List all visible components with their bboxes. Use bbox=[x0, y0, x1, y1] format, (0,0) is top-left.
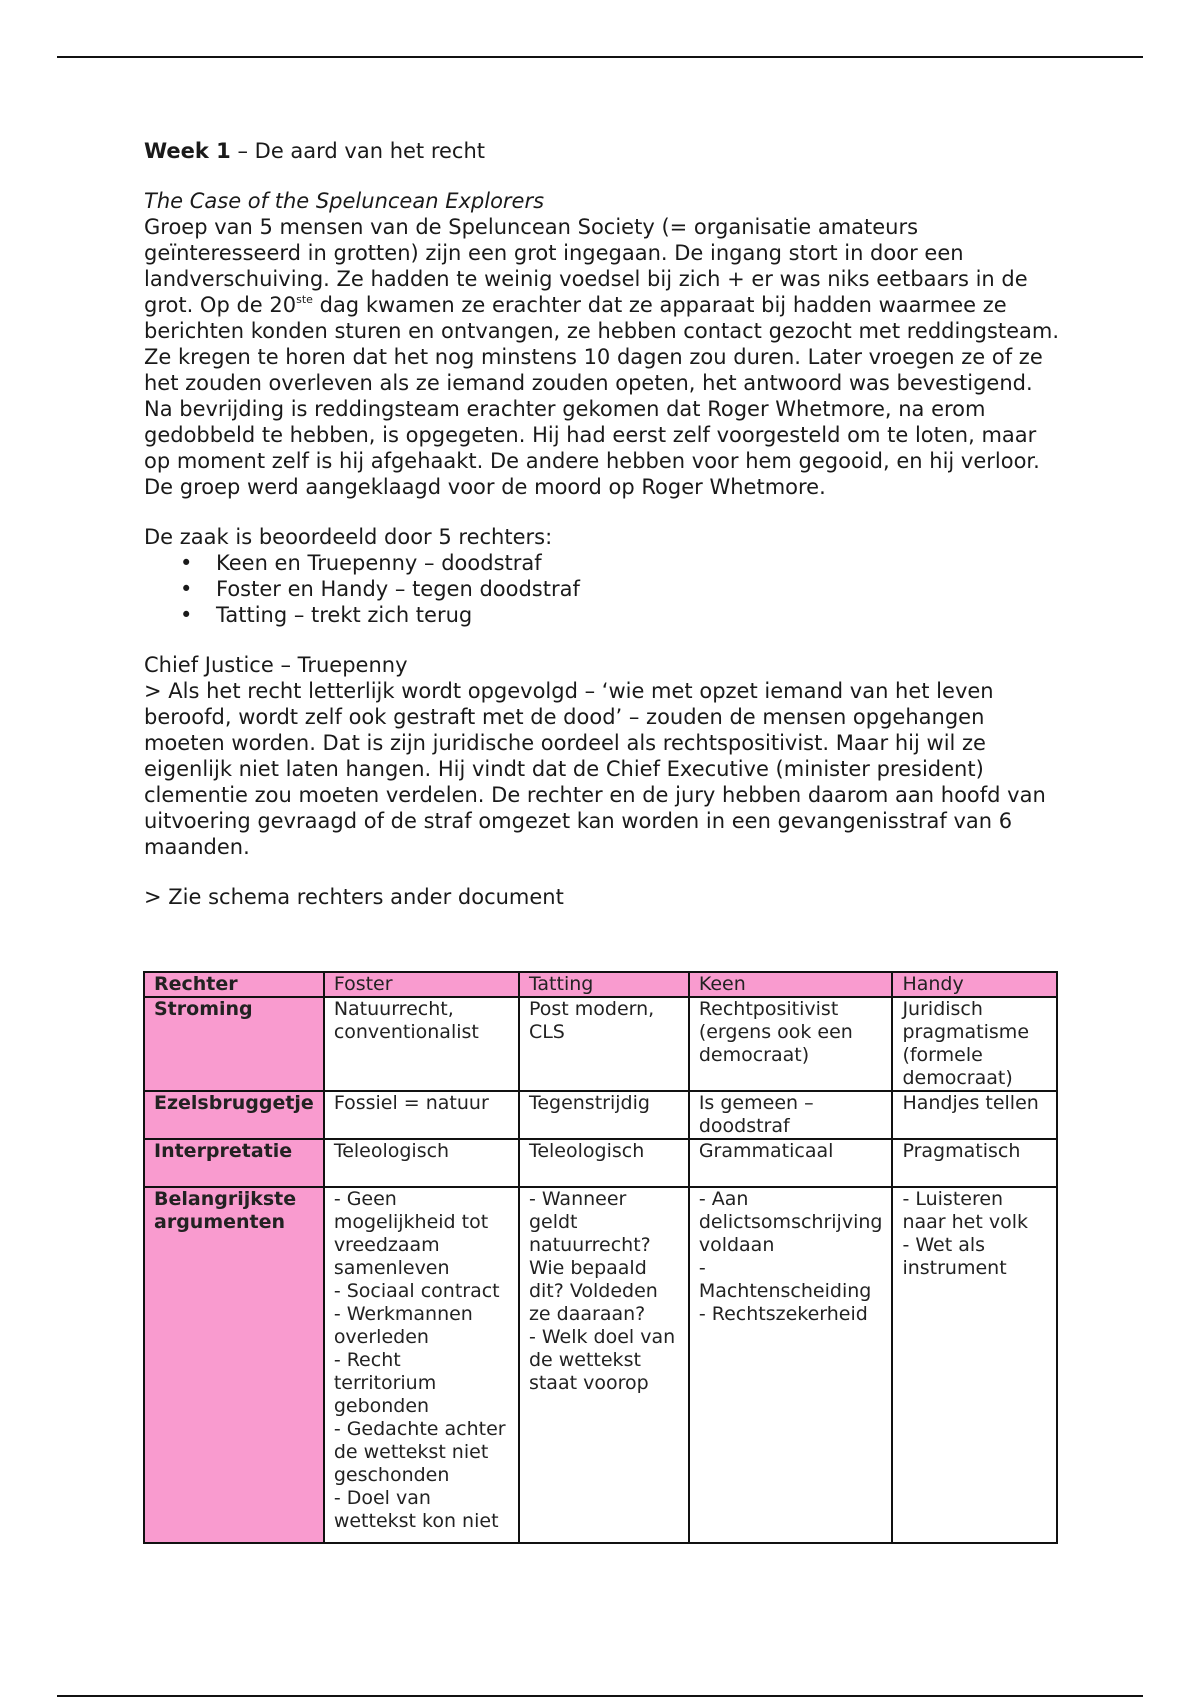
table-cell bbox=[324, 1187, 519, 1543]
row-label: Interpretatie bbox=[144, 1139, 324, 1187]
row-label: Ezelsbruggetje bbox=[144, 1091, 324, 1139]
table-cell: Rechtpositivist (ergens ook een democraat) bbox=[689, 997, 893, 1091]
table-cell: Tegenstrijdig bbox=[519, 1091, 689, 1139]
table-cell: Fossiel = natuur bbox=[324, 1091, 519, 1139]
table-cell bbox=[519, 1187, 689, 1543]
table-cell bbox=[892, 1187, 1057, 1543]
argument-line: - Welk doel van de wettekst staat voorop bbox=[528, 1326, 676, 1394]
week-title: – De aard van het recht bbox=[230, 139, 486, 163]
case-title: The Case of the Speluncean Explorers bbox=[144, 189, 545, 213]
week-label: Week 1 bbox=[144, 139, 231, 163]
argument-line: - Wet als instrument bbox=[902, 1234, 1007, 1279]
argument-line: - Luisteren naar het volk bbox=[902, 1188, 1029, 1233]
table-cell: Handjes tellen bbox=[892, 1091, 1057, 1139]
document-body bbox=[144, 138, 1064, 910]
table-cell: Post modern, CLS bbox=[519, 997, 689, 1091]
header-cell: Handy bbox=[892, 972, 1057, 997]
judges-intro: De zaak is beoordeeld door 5 rechters: bbox=[144, 525, 553, 549]
argument-line: - Sociaal contract bbox=[333, 1280, 500, 1302]
list-item: • Tatting – trekt zich terug bbox=[144, 602, 1064, 628]
chief-justice-title: Chief Justice – Truepenny bbox=[144, 653, 408, 677]
table-cell: Is gemeen – doodstraf bbox=[689, 1091, 893, 1139]
table-cell: Grammaticaal bbox=[689, 1139, 893, 1187]
argument-line: - Doel van wettekst kon niet bbox=[333, 1487, 499, 1532]
page-heading bbox=[144, 138, 1064, 164]
footer-rule bbox=[57, 1695, 1143, 1697]
list-item: • Foster en Handy – tegen doodstraf bbox=[144, 576, 1064, 602]
judges-list bbox=[144, 550, 1064, 628]
list-item: • Keen en Truepenny – doodstraf bbox=[144, 550, 1064, 576]
table-cell: Teleologisch bbox=[519, 1139, 689, 1187]
argument-line: - Machtenscheiding bbox=[698, 1257, 872, 1302]
table-row bbox=[144, 1091, 1057, 1139]
table-cell: Natuurrecht, conventionalist bbox=[324, 997, 519, 1091]
row-label: Belangrijkste argumenten bbox=[144, 1187, 324, 1543]
argument-line: - Werkmannen overleden bbox=[333, 1303, 473, 1348]
table-row bbox=[144, 997, 1057, 1091]
header-rule bbox=[57, 56, 1143, 58]
header-cell: Keen bbox=[689, 972, 893, 997]
argument-line: - Gedachte achter de wettekst niet geschonden bbox=[333, 1418, 506, 1486]
table-cell bbox=[689, 1187, 893, 1543]
see-schema-note: > Zie schema rechters ander document bbox=[144, 885, 564, 909]
header-cell: Foster bbox=[324, 972, 519, 997]
header-cell: Tatting bbox=[519, 972, 689, 997]
argument-line: - Wanneer geldt natuurrecht? Wie bepaald dit? Voldeden ze daaraan? bbox=[528, 1188, 658, 1325]
header-cell: Rechter bbox=[144, 972, 324, 997]
table-cell: Pragmatisch bbox=[892, 1139, 1057, 1187]
argument-line: - Aan delictsomschrijving voldaan bbox=[698, 1188, 883, 1256]
case-paragraph: Groep van 5 mensen van de Speluncean Society (= organisatie amateurs geïnteresseerd in grotten) zijn een grot ingegaan. De ingang stort in door een landverschuiving. Ze hadden te weinig voedsel bij zich + er was niks eetbaars in de grot. Op de 20ste dag kwamen ze erachter dat ze apparaat bij hadden waarmee ze berichten konden sturen en ontvangen, ze hebben contact gezocht met reddingsteam. Ze kregen te horen dat het nog minstens 10 dagen zou duren. Later vroegen ze of ze het zouden overleven als ze iemand zouden opeten, het antwoord was bevestigend. Na bevrijding is reddingsteam erachter gekomen dat Roger Whetmore, na erom gedobbeld te hebben, is opgegeten. Hij had eerst zelf voorgesteld om te loten, maar op moment zelf is hij afgehaakt. De andere hebben voor hem gegooid, en hij verloor. De groep werd aangeklaagd voor de moord op Roger Whetmore. bbox=[144, 215, 1060, 499]
table-cell: Teleologisch bbox=[324, 1139, 519, 1187]
table-header-row bbox=[144, 972, 1057, 997]
argument-line: - Recht territorium gebonden bbox=[333, 1349, 437, 1417]
row-label: Stroming bbox=[144, 997, 324, 1091]
table-row bbox=[144, 1139, 1057, 1187]
argument-line: - Rechtszekerheid bbox=[698, 1303, 868, 1325]
table-row bbox=[144, 1187, 1057, 1543]
argument-line: - Geen mogelijkheid tot vreedzaam samenleven bbox=[333, 1188, 489, 1279]
chief-justice-text: > Als het recht letterlijk wordt opgevolgd – ‘wie met opzet iemand van het leven beroofd, wordt zelf ook gestraft met de dood’ – zouden de mensen opgehangen moeten worden. Dat is zijn juridische oordeel als rechtspositivist. Maar hij wil ze eigenlijk niet laten hangen. Hij vindt dat de Chief Executive (minister president) clementie zou moeten verdelen. De rechter en de jury hebben daarom aan hoofd van uitvoering gevraagd of de straf omgezet kan worden in een gevangenisstraf van 6 maanden. bbox=[144, 679, 1046, 859]
judges-schema-table bbox=[143, 971, 1058, 1544]
table-cell: Juridisch pragmatisme (formele democraat) bbox=[892, 997, 1057, 1091]
